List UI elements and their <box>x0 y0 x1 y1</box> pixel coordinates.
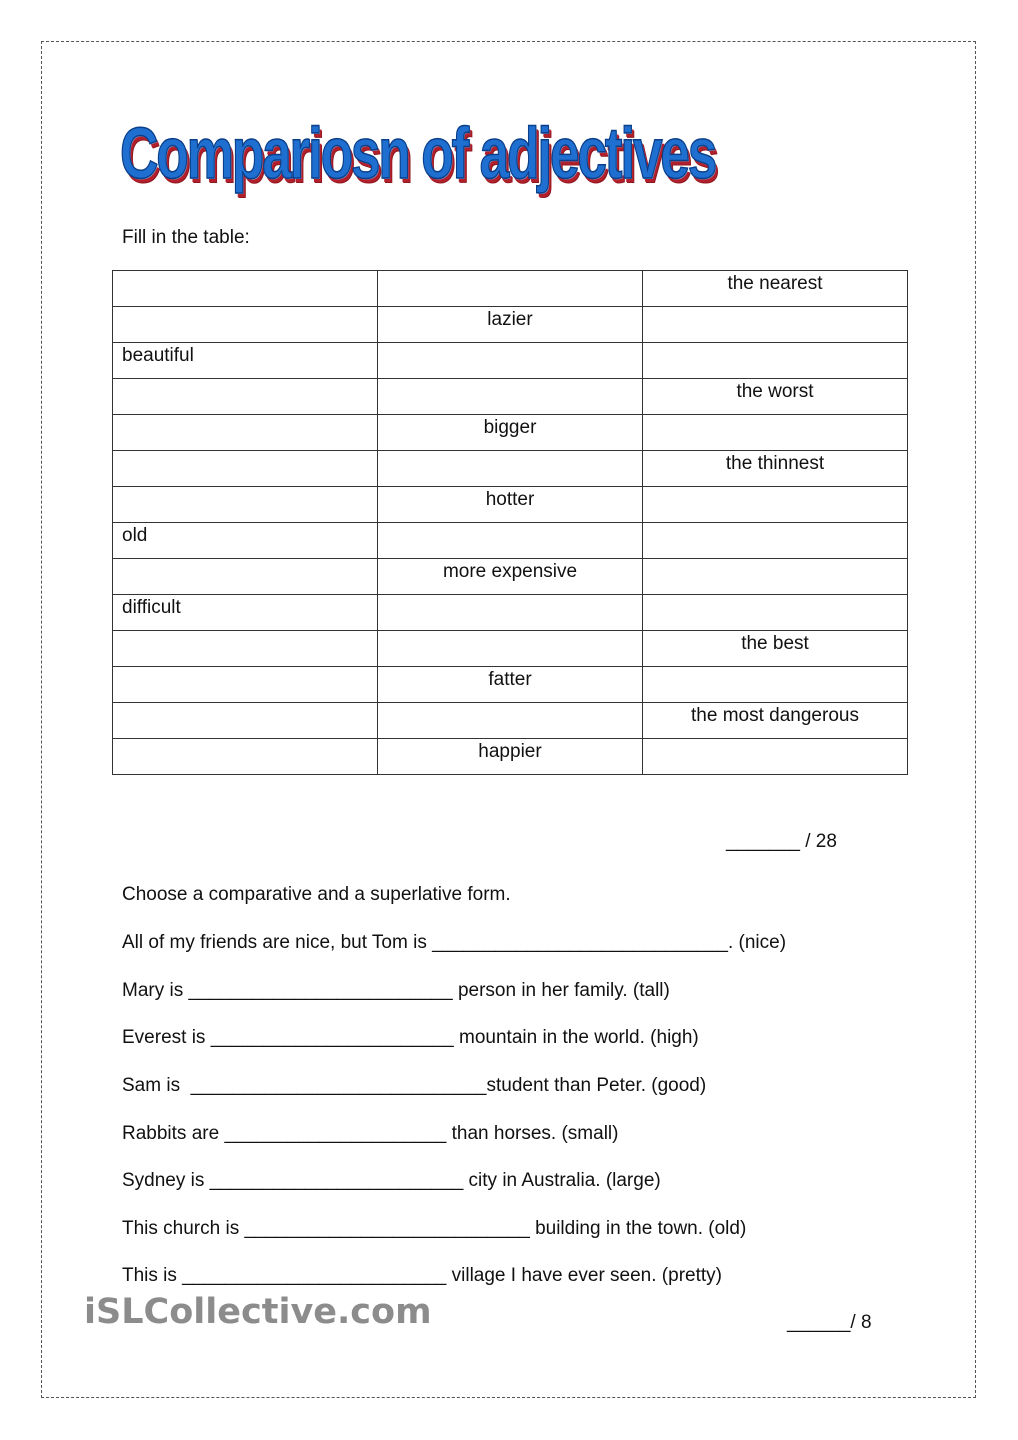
table-cell <box>378 595 643 631</box>
table-cell <box>113 523 378 559</box>
cell-text: more expensive <box>442 561 578 582</box>
table-cell <box>113 271 378 307</box>
cell-text: fatter <box>488 669 532 690</box>
cell-text <box>643 487 907 489</box>
cell-text <box>378 379 642 381</box>
table-cell <box>378 415 643 451</box>
sentence-1: All of my friends are nice, but Tom is ____________________________. (nice) <box>122 932 787 953</box>
cell-text <box>378 595 642 597</box>
table-cell <box>643 343 908 379</box>
adjective-table <box>112 270 908 775</box>
cell-text <box>113 415 377 417</box>
cell-text <box>113 667 377 669</box>
table-cell <box>643 559 908 595</box>
cell-text: the nearest <box>727 273 823 294</box>
table-cell <box>378 739 643 775</box>
cell-text <box>643 739 907 741</box>
sentence-4: Sam is ____________________________student than Peter. (good) <box>122 1075 707 1096</box>
cell-text: beautiful <box>122 345 194 366</box>
table-cell <box>378 451 643 487</box>
sentences-instruction: Choose a comparative and a superlative form. <box>122 884 511 905</box>
sentence-7: This church is ___________________________ building in the town. (old) <box>122 1218 747 1239</box>
table-cell <box>113 307 378 343</box>
cell-text <box>113 487 377 489</box>
table-cell <box>378 703 643 739</box>
cell-text: hotter <box>485 489 535 510</box>
cell-text <box>113 379 377 381</box>
table-cell <box>643 703 908 739</box>
sentence-8: This is _________________________ village I have ever seen. (pretty) <box>122 1265 722 1286</box>
cell-text <box>113 559 377 561</box>
table-cell <box>643 739 908 775</box>
table-cell <box>643 631 908 667</box>
table-cell <box>113 487 378 523</box>
table-cell <box>643 667 908 703</box>
table-row <box>113 487 908 523</box>
table-row <box>113 271 908 307</box>
table-row <box>113 343 908 379</box>
table-instruction: Fill in the table: <box>122 227 250 248</box>
cell-text: old <box>122 525 148 546</box>
cell-text: the best <box>741 633 809 654</box>
table-row <box>113 415 908 451</box>
table-cell <box>113 631 378 667</box>
cell-text <box>378 343 642 345</box>
cell-text: bigger <box>483 417 537 438</box>
cell-text <box>378 523 642 525</box>
table-cell <box>113 667 378 703</box>
table-cell <box>378 343 643 379</box>
table-cell <box>113 739 378 775</box>
cell-text <box>378 271 642 273</box>
sentence-6: Sydney is ________________________ city in Australia. (large) <box>122 1170 661 1191</box>
cell-text <box>378 451 642 453</box>
table-row <box>113 523 908 559</box>
table-cell <box>378 631 643 667</box>
table-cell <box>643 523 908 559</box>
table-cell <box>643 595 908 631</box>
cell-text: the thinnest <box>725 453 825 474</box>
table-cell <box>378 487 643 523</box>
cell-text <box>643 343 907 345</box>
table-cell <box>378 271 643 307</box>
table-row <box>113 451 908 487</box>
cell-text <box>643 523 907 525</box>
sentence-3: Everest is _______________________ mountain in the world. (high) <box>122 1027 699 1048</box>
cell-text <box>643 415 907 417</box>
table-cell <box>113 703 378 739</box>
table-cell <box>113 559 378 595</box>
table-cell <box>113 451 378 487</box>
table-cell <box>113 415 378 451</box>
table-cell <box>643 271 908 307</box>
table-row <box>113 595 908 631</box>
table-score: _______ / 28 <box>726 831 837 852</box>
cell-text <box>113 307 377 309</box>
cell-text <box>643 667 907 669</box>
sentence-2: Mary is _________________________ person in her family. (tall) <box>122 980 670 1001</box>
cell-text <box>113 451 377 453</box>
watermark-logo: iSLCollective.com <box>84 1292 432 1332</box>
cell-text <box>643 307 907 309</box>
table-cell <box>643 487 908 523</box>
table-cell <box>643 307 908 343</box>
table-row <box>113 631 908 667</box>
table-cell <box>378 667 643 703</box>
worksheet-title: Compariosn of adjectives <box>120 114 716 194</box>
cell-text <box>643 559 907 561</box>
cell-text <box>113 631 377 633</box>
table-cell <box>113 343 378 379</box>
cell-text <box>643 595 907 597</box>
table-cell <box>378 307 643 343</box>
table-row <box>113 307 908 343</box>
table-cell <box>113 595 378 631</box>
cell-text: the most dangerous <box>691 705 859 726</box>
table-row <box>113 667 908 703</box>
sentences-score: ______/ 8 <box>787 1312 872 1333</box>
sentence-5: Rabbits are _____________________ than horses. (small) <box>122 1123 619 1144</box>
table-cell <box>643 379 908 415</box>
cell-text <box>113 271 377 273</box>
cell-text: happier <box>478 741 542 762</box>
table-cell <box>378 379 643 415</box>
cell-text <box>378 703 642 705</box>
table-cell <box>113 379 378 415</box>
table-cell <box>643 415 908 451</box>
cell-text: the worst <box>736 381 814 402</box>
table-row <box>113 559 908 595</box>
cell-text <box>378 631 642 633</box>
cell-text: difficult <box>122 597 181 618</box>
table-cell <box>378 559 643 595</box>
cell-text <box>113 703 377 705</box>
cell-text <box>113 739 377 741</box>
table-cell <box>643 451 908 487</box>
table-cell <box>378 523 643 559</box>
table-row <box>113 379 908 415</box>
table-row <box>113 703 908 739</box>
cell-text: lazier <box>487 309 533 330</box>
table-row <box>113 739 908 775</box>
